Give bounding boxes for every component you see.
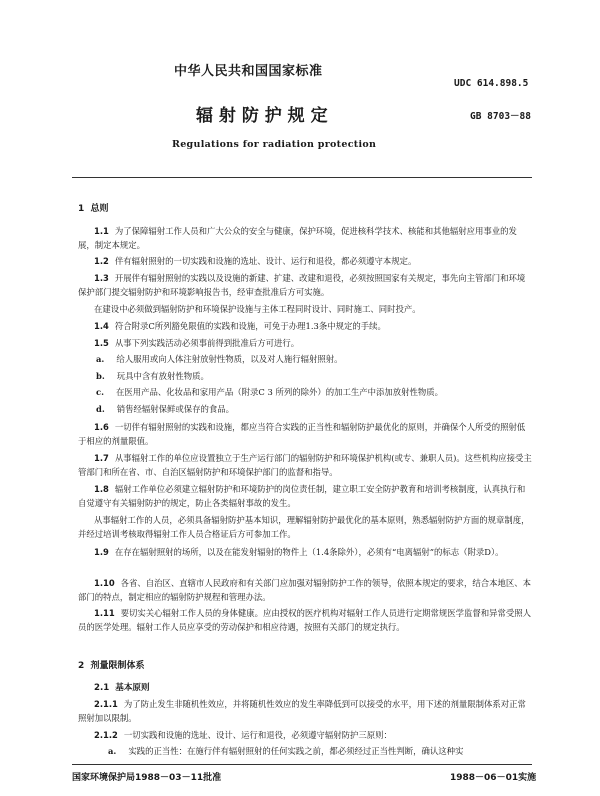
section-number: 2 <box>78 661 85 671</box>
para-text: 符合附录C所列豁免限值的实践和设施，可免于办理1.3条中规定的手续。 <box>114 321 386 331</box>
para-number: 2.1.1 <box>94 699 118 709</box>
para-1-8 <box>78 482 532 511</box>
para-1-2 <box>78 254 532 268</box>
item-text: 给人服用或向人体注射放射性物质，以及对人施行辐射照射。 <box>116 354 343 364</box>
para-2-1-2 <box>78 728 532 742</box>
para-number: 2.1.2 <box>94 730 118 740</box>
list-item <box>96 370 209 382</box>
para-number: 1.4 <box>94 321 109 331</box>
item-text: 在医用产品、化妆品和家用产品（附录C 3 所列的除外）的加工生产中添加放射性物质。 <box>116 387 443 397</box>
bottom-divider <box>72 764 532 765</box>
item-text: 实践的正当性：在施行伴有辐射照射的任何实践之前，都必须经过正当性判断，确认这种实 <box>128 746 464 756</box>
para-text: 辐射工作单位必须建立辐射防护和环境防护的岗位责任制，建立职工安全防护教育和培训考核制度，认真执行和自觉遵守有关辐射防护的规定，防止各类辐射事故的发生。 <box>78 484 526 509</box>
para-number: 1.11 <box>94 608 115 618</box>
para-number: 1.3 <box>94 273 109 283</box>
para-text: 从事辐射工作的人员，必须具备辐射防护基本知识，理解辐射防护最优化的基本原则，熟悉辐射防护方面的规章制度，并经过培训考核取得辐射工作人员合格证后方可参加工作。 <box>78 515 530 540</box>
list-item <box>96 386 443 398</box>
para-text: 开展伴有辐射照射的实践以及设施的新建、扩建、改建和退役，必须按照国家有关规定，事先向主管部门和环境保护部门提交辐射防护和环境影响报告书，经审查批准后方可实施。 <box>78 273 526 298</box>
para-number: 1.5 <box>94 338 109 348</box>
section-2-heading <box>78 658 145 671</box>
para-1-1 <box>78 224 532 253</box>
gb-number: GB 8703－88 <box>470 111 531 122</box>
para-1-3 <box>78 271 532 300</box>
para-1-3-b <box>78 302 532 316</box>
effective-date: 1988－06－01实施 <box>450 773 537 783</box>
section-title: 基本原则 <box>115 683 150 693</box>
udc-number: UDC 614.898.5 <box>454 78 529 89</box>
para-text: 在存在辐射照射的场所，以及在能发射辐射的物件上（1.4条除外），必须有“电离辐射”的标志（附录D）。 <box>114 547 504 557</box>
item-letter: a. <box>96 354 105 364</box>
standard-type: 中华人民共和国国家标准 <box>174 64 323 79</box>
item-letter: b. <box>96 371 105 381</box>
item-text: 玩具中含有放射性物质。 <box>116 371 209 381</box>
para-1-4 <box>78 319 532 333</box>
para-number: 1.2 <box>94 256 109 266</box>
section-title: 总则 <box>90 204 109 214</box>
english-title: Regulations for radiation protection <box>172 139 377 150</box>
para-text: 伴有辐射照射的一切实践和设施的选址、设计、运行和退役，都必须遵守本规定。 <box>114 256 417 266</box>
page-title: 辐 射 防 护 规 定 <box>196 106 328 126</box>
section-number: 2.1 <box>94 683 110 693</box>
section-1-heading <box>78 201 109 214</box>
para-1-11 <box>78 606 532 635</box>
para-number: 1.10 <box>94 578 115 588</box>
item-letter: a. <box>108 746 117 756</box>
para-text: 要切实关心辐射工作人员的身体健康。应由授权的医疗机构对辐射工作人员进行定期常规医学监督和异常受照人员的医学处理。辐射工作人员应享受的劳动保护和相应待遇，按照有关部门的规定执行。 <box>78 608 532 633</box>
section-number: 1 <box>78 204 85 214</box>
para-number: 1.1 <box>94 226 109 236</box>
para-text: 从事下列实践活动必须事前得到批准后方可进行。 <box>114 338 300 348</box>
para-1-10 <box>78 576 532 605</box>
para-number: 1.9 <box>94 547 109 557</box>
list-item <box>96 403 234 415</box>
section-title: 剂量限制体系 <box>90 661 145 671</box>
para-text: 在建设中必须做到辐射防护和环境保护设施与主体工程同时设计、同时施工、同时投产。 <box>94 304 421 314</box>
para-1-6 <box>78 420 532 449</box>
section-2-1-heading <box>94 681 150 693</box>
para-1-7 <box>78 451 532 480</box>
para-text: 为了保障辐射工作人员和广大公众的安全与健康，保护环境，促进核科学技术、核能和其他辐射应用事业的发展，制定本规定。 <box>78 226 517 251</box>
para-text: 为了防止发生非随机性效应，并将随机性效应的发生率降低到可以接受的水平，用下述的剂量限制体系对正常照射加以限制。 <box>78 699 526 724</box>
para-number: 1.6 <box>94 422 109 432</box>
para-1-9 <box>78 545 532 559</box>
para-text: 从事辐射工作的单位应设置独立于生产运行部门的辐射防护和环境保护机构(或专、兼职人员)。这些机构应接受主管部门和所在省、市、自治区辐射防护和环境保护部门的监督和指导。 <box>78 453 532 478</box>
item-letter: d. <box>96 404 105 414</box>
para-1-8-b <box>78 513 532 542</box>
item-letter: c. <box>96 387 105 397</box>
para-text: 一切伴有辐射照射的实践和设施，都应当符合实践的正当性和辐射防护最优化的原则，并确保个人所受的照射低于相应的剂量限值。 <box>78 422 526 447</box>
item-text: 销售经辐射保鲜或保存的食品。 <box>116 404 235 414</box>
para-1-5 <box>78 336 532 350</box>
list-item <box>108 745 463 757</box>
top-divider <box>72 177 532 178</box>
para-number: 1.7 <box>94 453 109 463</box>
para-number: 1.8 <box>94 484 109 494</box>
approval-date: 国家环境保护局1988－03－11批准 <box>72 773 222 783</box>
para-text: 各省、自治区、直辖市人民政府和有关部门应加强对辐射防护工作的领导，依照本规定的要求，结合本地区、本部门的特点，制定相应的辐射防护规程和管理办法。 <box>78 578 532 603</box>
para-text: 一切实践和设施的选址、设计、运行和退役，必须遵守辐射防护三原则： <box>123 730 392 740</box>
list-item <box>96 353 342 365</box>
para-2-1-1 <box>78 697 532 726</box>
